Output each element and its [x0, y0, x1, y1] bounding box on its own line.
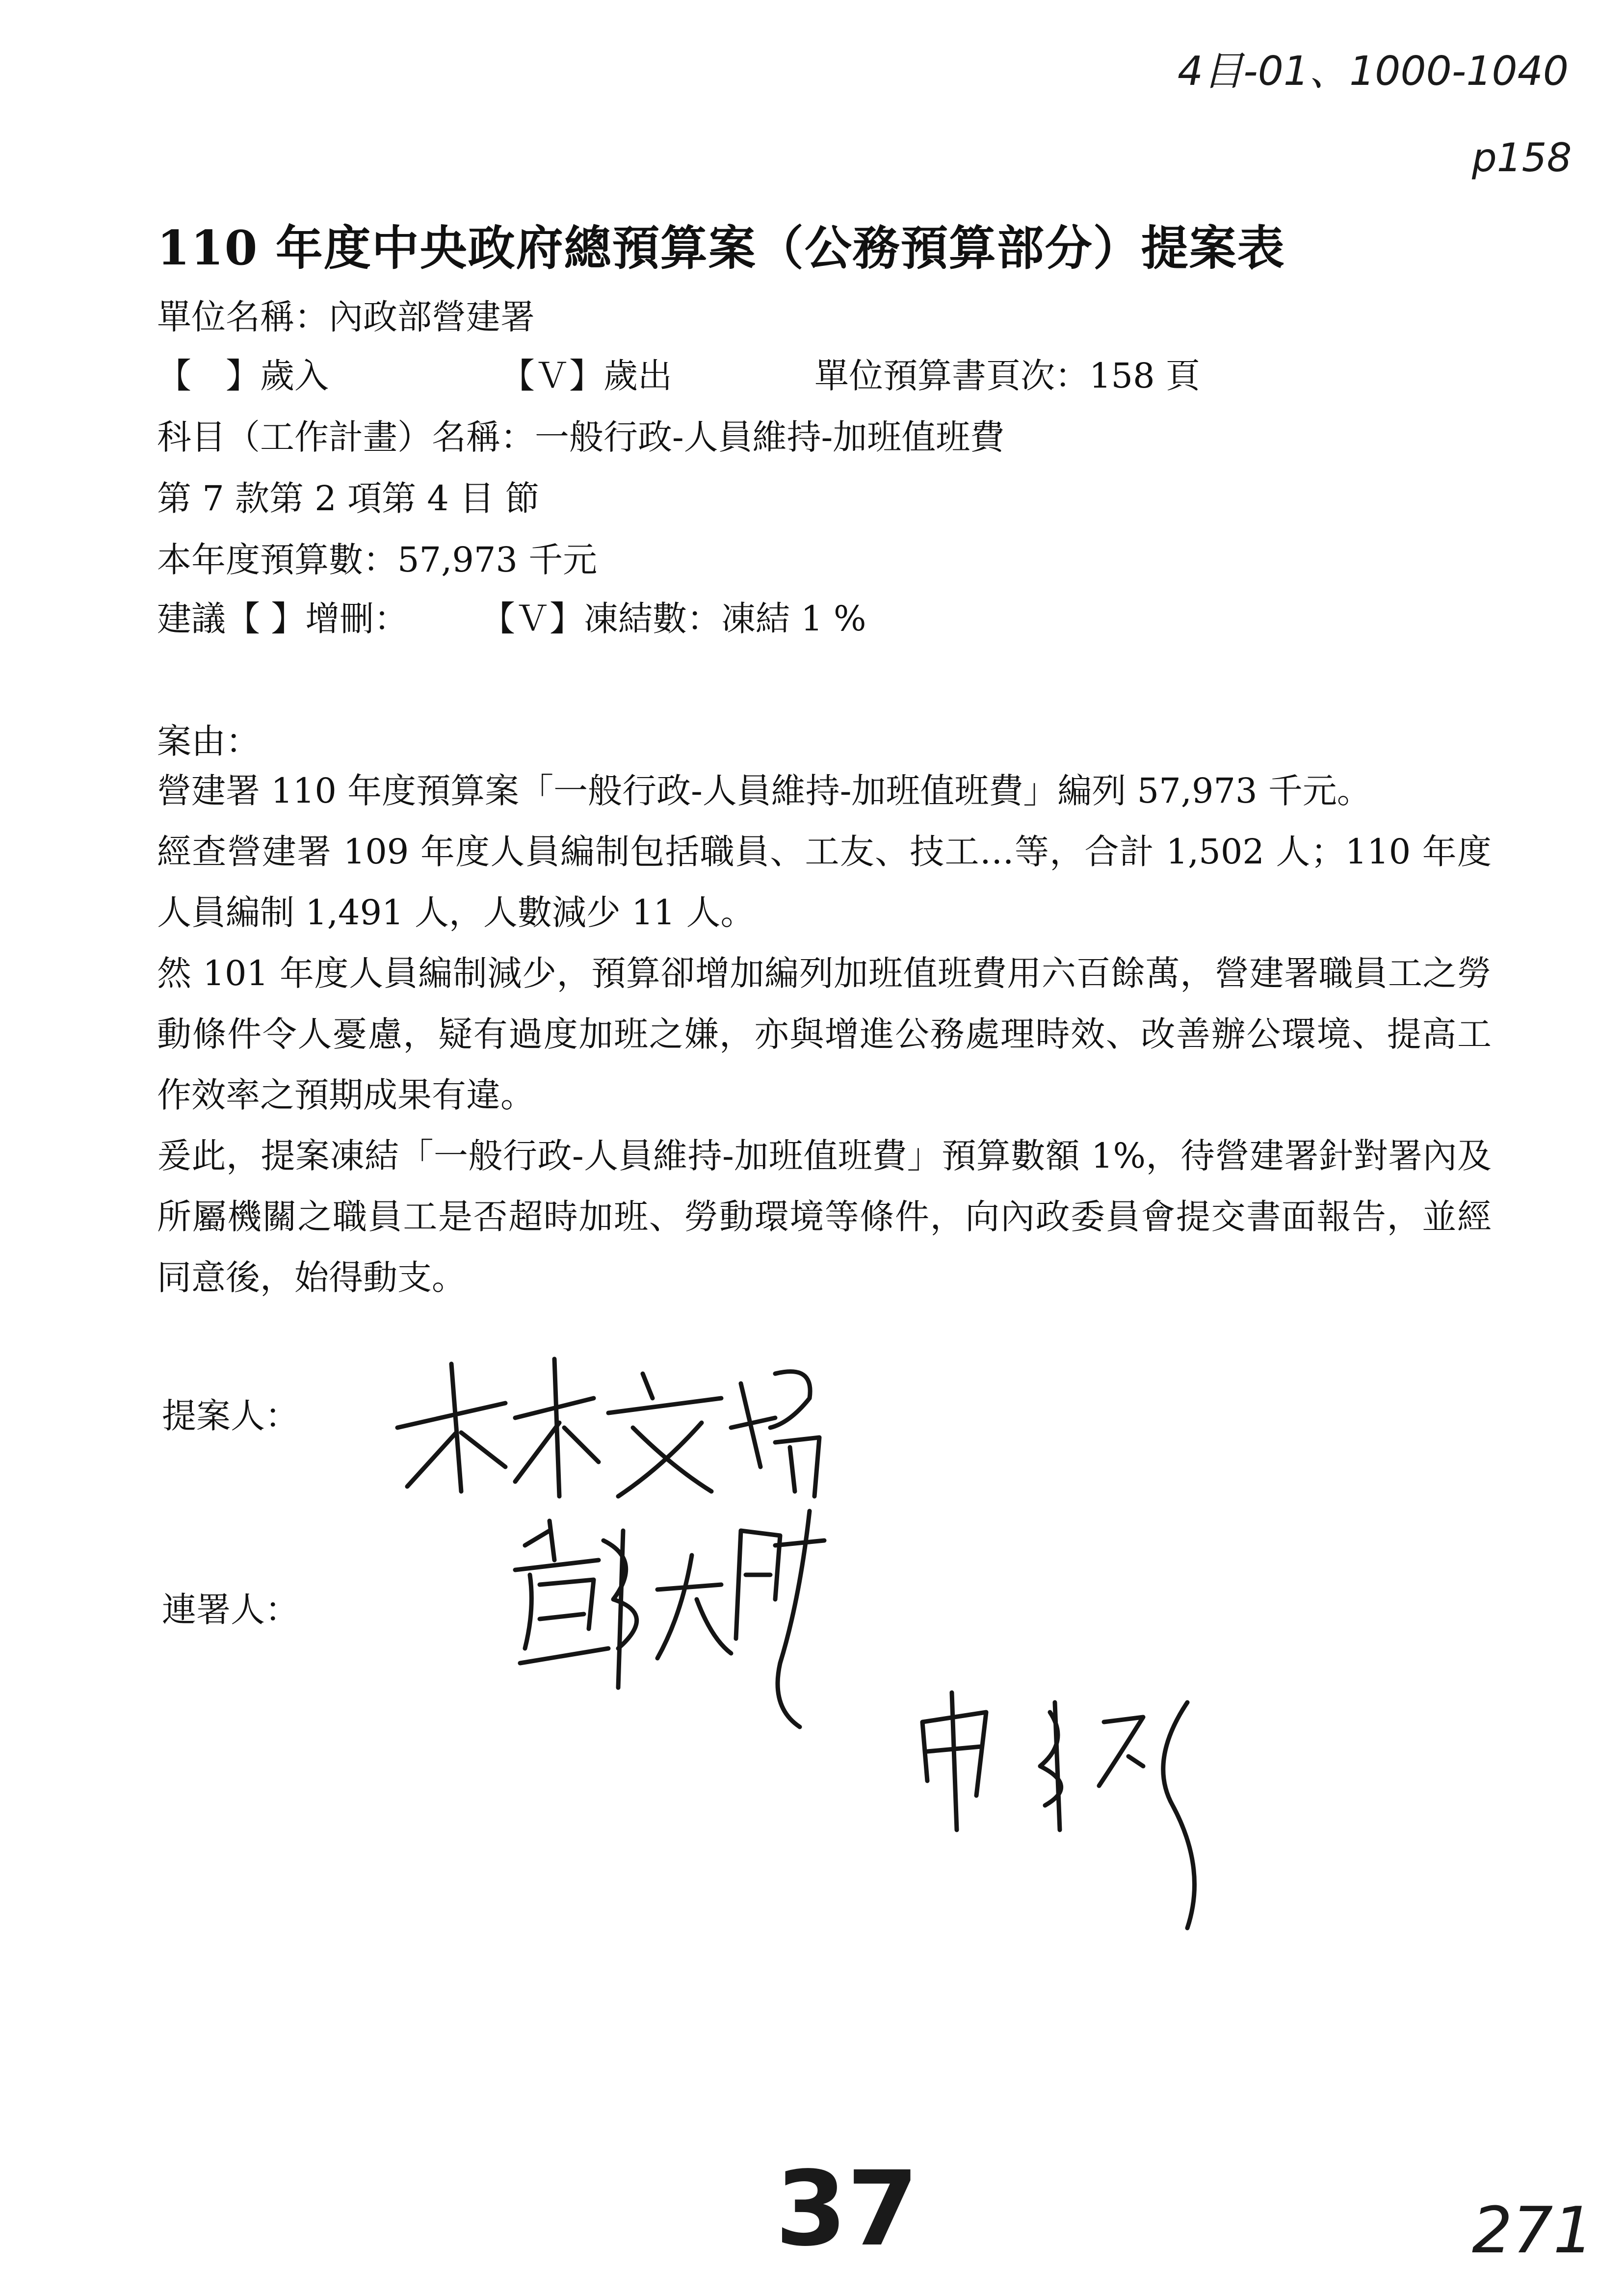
reason-label: 案由：: [157, 721, 260, 761]
reason-paragraph-4: 爰此，提案凍結「一般行政-人員維持-加班值班費」預算數額 1%，待營建署針對署內及所屬機關之職員工是否超時加班、勞動環境等條件，向內政委員會提交書面報告，並經同意後，始得動支。: [157, 1136, 1492, 1298]
cosigner-signature-1: [496, 1501, 829, 1747]
expenditure-option: 【Ｖ】歲出: [500, 356, 672, 396]
revenue-option: 【 】歲入: [157, 356, 329, 396]
unit-name: 單位名稱：內政部營建署: [157, 297, 535, 337]
cosigner-signature-2: [913, 1683, 1236, 1957]
budget-amount: 本年度預算數：57,973 千元: [157, 540, 598, 580]
document-title: 110 年度中央政府總預算案（公務預算部分）提案表: [157, 220, 1285, 276]
subject-name: 科目（工作計畫）名稱：一般行政-人員維持-加班值班費: [157, 417, 1005, 457]
proposer-label: 提案人：: [162, 1396, 299, 1436]
proposal-row: [157, 591, 1482, 639]
handwritten-page-ref: p158: [1472, 135, 1572, 181]
handwritten-sheet-number: 271: [1472, 2193, 1594, 2268]
reason-paragraph-3: 然 101 年度人員編制減少，預算卻增加編列加班值班費用六百餘萬，營建署職員工之勞動條件令人憂慮，疑有過度加班之嫌，亦與增進公務處理時效、改善辦公環境、提高工作效率之預期成果有違。: [157, 953, 1492, 1115]
handwritten-page-number: 37: [775, 2149, 919, 2269]
budget-page-number: 單位預算書頁次：158 頁: [814, 356, 1200, 396]
proposer-signature: [388, 1344, 829, 1501]
reason-paragraph-2: 經查營建署 109 年度人員編制包括職員、工友、技工…等，合計 1,502 人；110 年度人員編制 1,491 人，人數減少 11 人。: [157, 832, 1492, 933]
freeze-option: 【Ｖ】凍結數：凍結 1 %: [481, 599, 866, 639]
add-delete-option: 建議【 】增刪：: [157, 599, 409, 639]
reason-body: [157, 760, 1492, 1308]
cosigner-label: 連署人：: [162, 1590, 299, 1630]
reason-paragraph-1: 營建署 110 年度預算案「一般行政-人員維持-加班值班費」編列 57,973 千元。: [157, 771, 1371, 811]
budget-type-row: [157, 348, 1482, 396]
handwritten-reference: 4目-01、1000-1040: [1178, 48, 1569, 95]
section-number: 第 7 款第 2 項第 4 目 節: [157, 478, 540, 519]
